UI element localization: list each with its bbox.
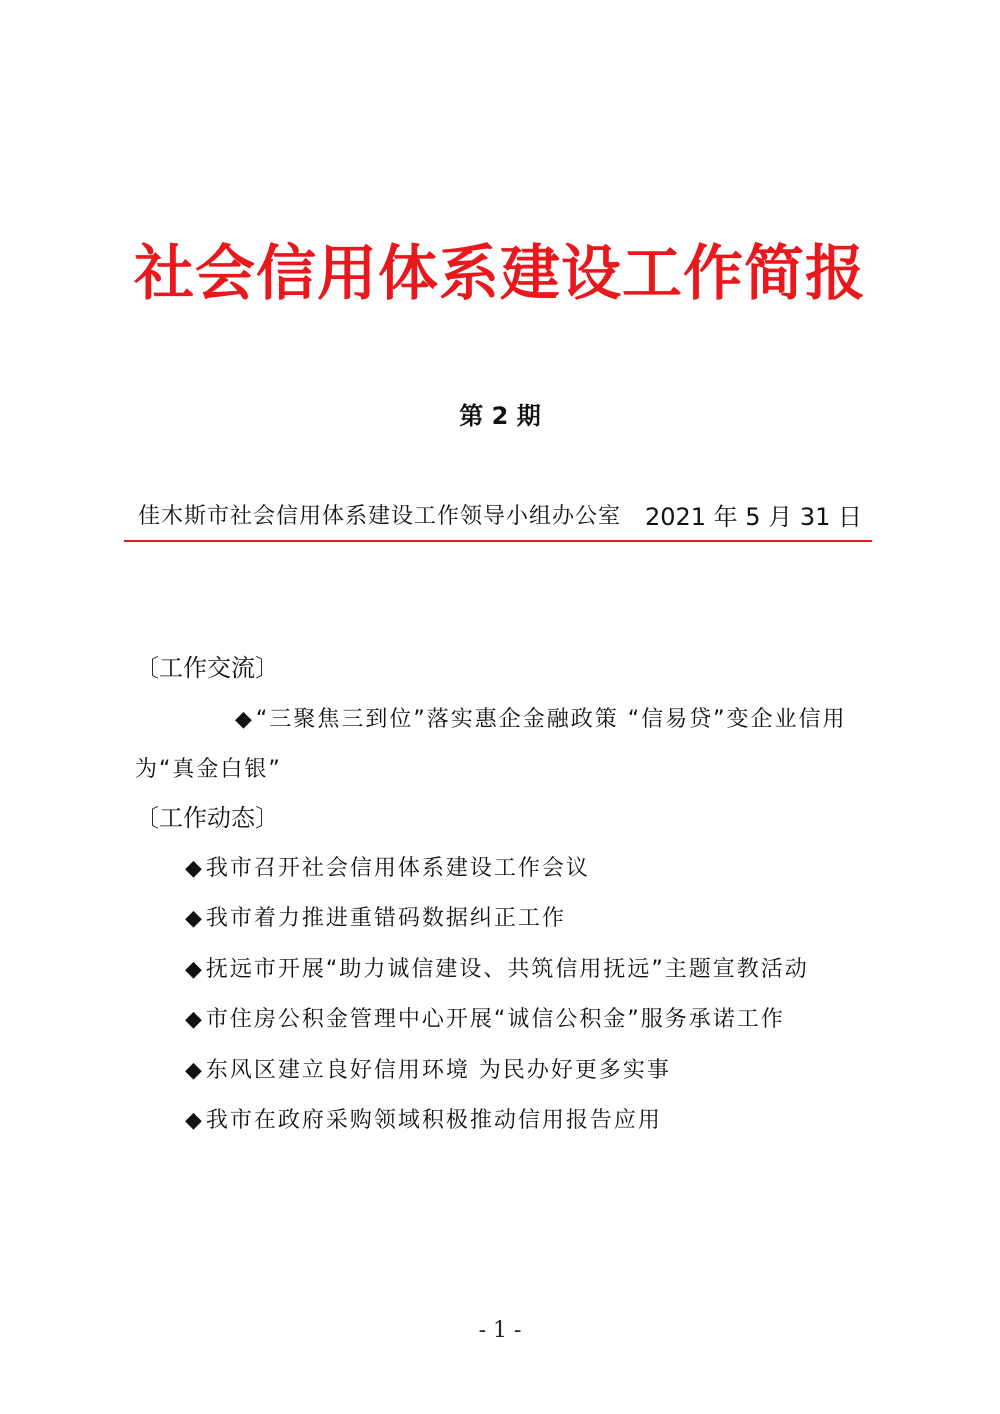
diamond-bullet-icon: ◆: [185, 1108, 204, 1133]
exchange-item-text: “三聚焦三到位”落实惠企金融政策 “信易贷”变企业信用为“真金白银”: [135, 707, 847, 782]
document-title: 社会信用体系建设工作简报: [134, 239, 866, 309]
news-item-text: 我市在政府采购领域积极推动信用报告应用: [205, 1108, 662, 1133]
red-divider-line: [124, 540, 872, 542]
issue-number: 第 2 期: [459, 402, 541, 430]
diamond-bullet-icon: ◆: [185, 957, 204, 982]
news-item: [185, 952, 809, 988]
exchange-item: [135, 695, 875, 795]
news-item: [185, 1103, 662, 1139]
news-item-text: 东风区建立良好信用环境 为民办好更多实事: [205, 1058, 671, 1083]
diamond-bullet-icon: ◆: [185, 1058, 204, 1083]
issue-date: 2021 年 5 月 31 日: [644, 503, 862, 531]
news-item: [185, 901, 566, 937]
news-item-text: 抚远市开展“助力诚信建设、共筑信用抚远”主题宣教活动: [205, 957, 809, 982]
diamond-bullet-icon: ◆: [185, 1007, 204, 1032]
diamond-bullet-icon: ◆: [235, 707, 254, 732]
news-item: [185, 1002, 785, 1038]
news-item-text: 我市着力推进重错码数据纠正工作: [205, 906, 566, 931]
section-heading-exchange: 〔工作交流〕: [135, 654, 279, 682]
diamond-bullet-icon: ◆: [185, 906, 204, 931]
news-item: [185, 851, 590, 887]
news-item-text: 市住房公积金管理中心开展“诚信公积金”服务承诺工作: [205, 1007, 785, 1032]
news-item: [185, 1053, 671, 1089]
section-heading-news: 〔工作动态〕: [135, 804, 279, 832]
diamond-bullet-icon: ◆: [185, 856, 204, 881]
issuing-office: 佳木斯市社会信用体系建设工作领导小组办公室: [138, 504, 622, 529]
page-number: - 1 -: [478, 1318, 522, 1343]
news-item-text: 我市召开社会信用体系建设工作会议: [205, 856, 590, 881]
